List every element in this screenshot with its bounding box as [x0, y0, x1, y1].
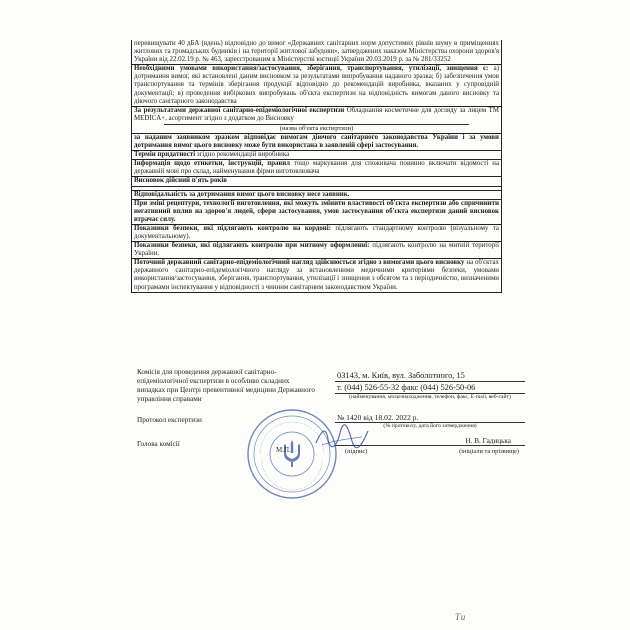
customs-control-row	[132, 242, 501, 259]
address-caption: (найменування, місцезнаходження, телефон, факс, E-mail, веб-сайт)	[349, 394, 511, 400]
supervision-label: Поточний державний санітарно-епідеміологічний нагляд здійснюється згідно з вимогами цього висновку	[134, 259, 465, 267]
protocol-caption: (№ протоколу, дата його затвердження)	[383, 423, 477, 429]
usage-conditions-label: Необхідними умовами використання/застосування, зберігання, транспортування, утилізації, знищення є:	[134, 65, 489, 73]
compliance-text: за наданим заявником зразком відповідає вимогам діючого санітарного законодавства України і за умови дотримання вимог цього висновку може бути використана в заявленій сфері застосування.	[134, 133, 499, 150]
noise-requirement-text: перевищувати 40 дБА (вдень) відповідно до вимог «Державних санітарних норм допустимих рівнів шуму в приміщеннях житлових та громадських будинків і на території житлової забудови», затверджених наказом Міністерства охорони здоров'я України від 22.02.19 р. № 463, зареєстрованим в Міністерстві юстиції України 20.03.2019 р. за № 281/33252	[134, 40, 499, 64]
labeling-row	[132, 160, 501, 177]
border-control-label: Показники безпеки, які підлягають контролю на кордоні:	[134, 224, 331, 232]
supervision-text: на об'єктах державного санітарно-епідеміологічного нагляду за встановленими медичними критеріями безпеки, умовами використання/застосування, зберігання, транспортування, утилізації і знищення з обсягом та з періодичністю, визначеними програмами інспектування у відповідності з чинним санітарним законодавством України.	[134, 259, 499, 291]
validity-text: Висновок дійсний п'ять років	[134, 177, 227, 185]
compliance-row	[132, 134, 501, 151]
commission-name: Комісія для проведення державної санітарно-епідеміологічної експертизи в особливо складних випадках при Центрі превентивної медицини Державного управління справами	[137, 368, 315, 403]
address-line: 03143, м. Київ, вул. Заболотного, 15	[335, 370, 525, 382]
protocol-label: Протокол експертизи	[137, 416, 202, 424]
noise-requirement-row	[132, 40, 501, 65]
head-of-commission-label: Голова комісії	[137, 440, 180, 448]
responsibility-text: Відповідальність за дотримання вимог цього висновку несе заявник.	[134, 190, 350, 198]
expertise-results-row	[132, 107, 501, 134]
expertise-object-caption: (назва об'єкта експертизи)	[164, 124, 469, 133]
protocol-number: № 1420 від 18.02. 2022 р.	[335, 413, 525, 423]
stamp-mp: М.П.	[276, 446, 291, 454]
shelf-life-label: Термін придатності	[134, 151, 196, 159]
head-name: Н. В. Гадицька	[465, 437, 511, 445]
customs-control-text: підлягають контролю на митній території України.	[134, 242, 499, 258]
expertise-results-label: За результатами державної санітарно-епідеміологічної експертизи	[134, 106, 345, 114]
responsibility-row	[132, 190, 501, 200]
conclusion-table	[131, 40, 502, 293]
border-control-row	[132, 225, 501, 242]
shelf-life-text: згідно рекомендацій виробника	[195, 151, 290, 159]
labeling-label: Інформація щодо етикетки, інструкцій, правил	[134, 160, 291, 168]
phone-line: т. (044) 526-55-32 факс (044) 526-50-06	[335, 382, 525, 394]
supervision-row	[132, 259, 501, 292]
usage-conditions-row	[132, 65, 501, 106]
shelf-life-row	[132, 151, 501, 160]
corner-handwritten-mark: Ти	[455, 612, 467, 622]
changes-text: При зміні рецептури, технології виготовлення, які можуть змінити властивості об'єкта експертизи або спричинити негативний вплив на здоров'я людей, сфери застосування, умов застосування об'єкта експертизи даний висновок втрачає силу.	[134, 199, 499, 223]
commission-address	[335, 370, 525, 401]
handwritten-signature	[312, 423, 372, 451]
customs-control-label: Показники безпеки, які підлягають контролю при митному оформленні:	[134, 242, 370, 250]
official-stamp	[246, 408, 338, 500]
expertise-object-name: Обладнання косметичне для догляду за лицем TM MEDICA+, асортимент згідно з додатком до Висновку	[134, 106, 499, 122]
signature-caption: (підпис)	[345, 448, 368, 455]
usage-conditions-text: а) дотримання вимог, які встановлені даним висновком за результатами випробування наданого зразка; б) забезпечення умов транспортування та термінів зберігання продукції відповідно до рекомендацій виробника, вказаних у супровідній документації; в) проведення вибіркових випробувань об'єкта експертизи на відповідність вимогам даного висновку та діючого санітарного законодавства	[134, 65, 499, 105]
initials-caption: (ініціали та прізвище)	[459, 448, 519, 455]
validity-row	[132, 177, 501, 186]
labeling-text: тощо маркування для споживача повинно включати відомості на державній мові про склад, найменування фірми виготовлювача	[134, 160, 499, 176]
changes-row	[132, 200, 501, 225]
border-control-text: підлягають стандартному контролю (візуальному та документальному).	[134, 224, 499, 240]
